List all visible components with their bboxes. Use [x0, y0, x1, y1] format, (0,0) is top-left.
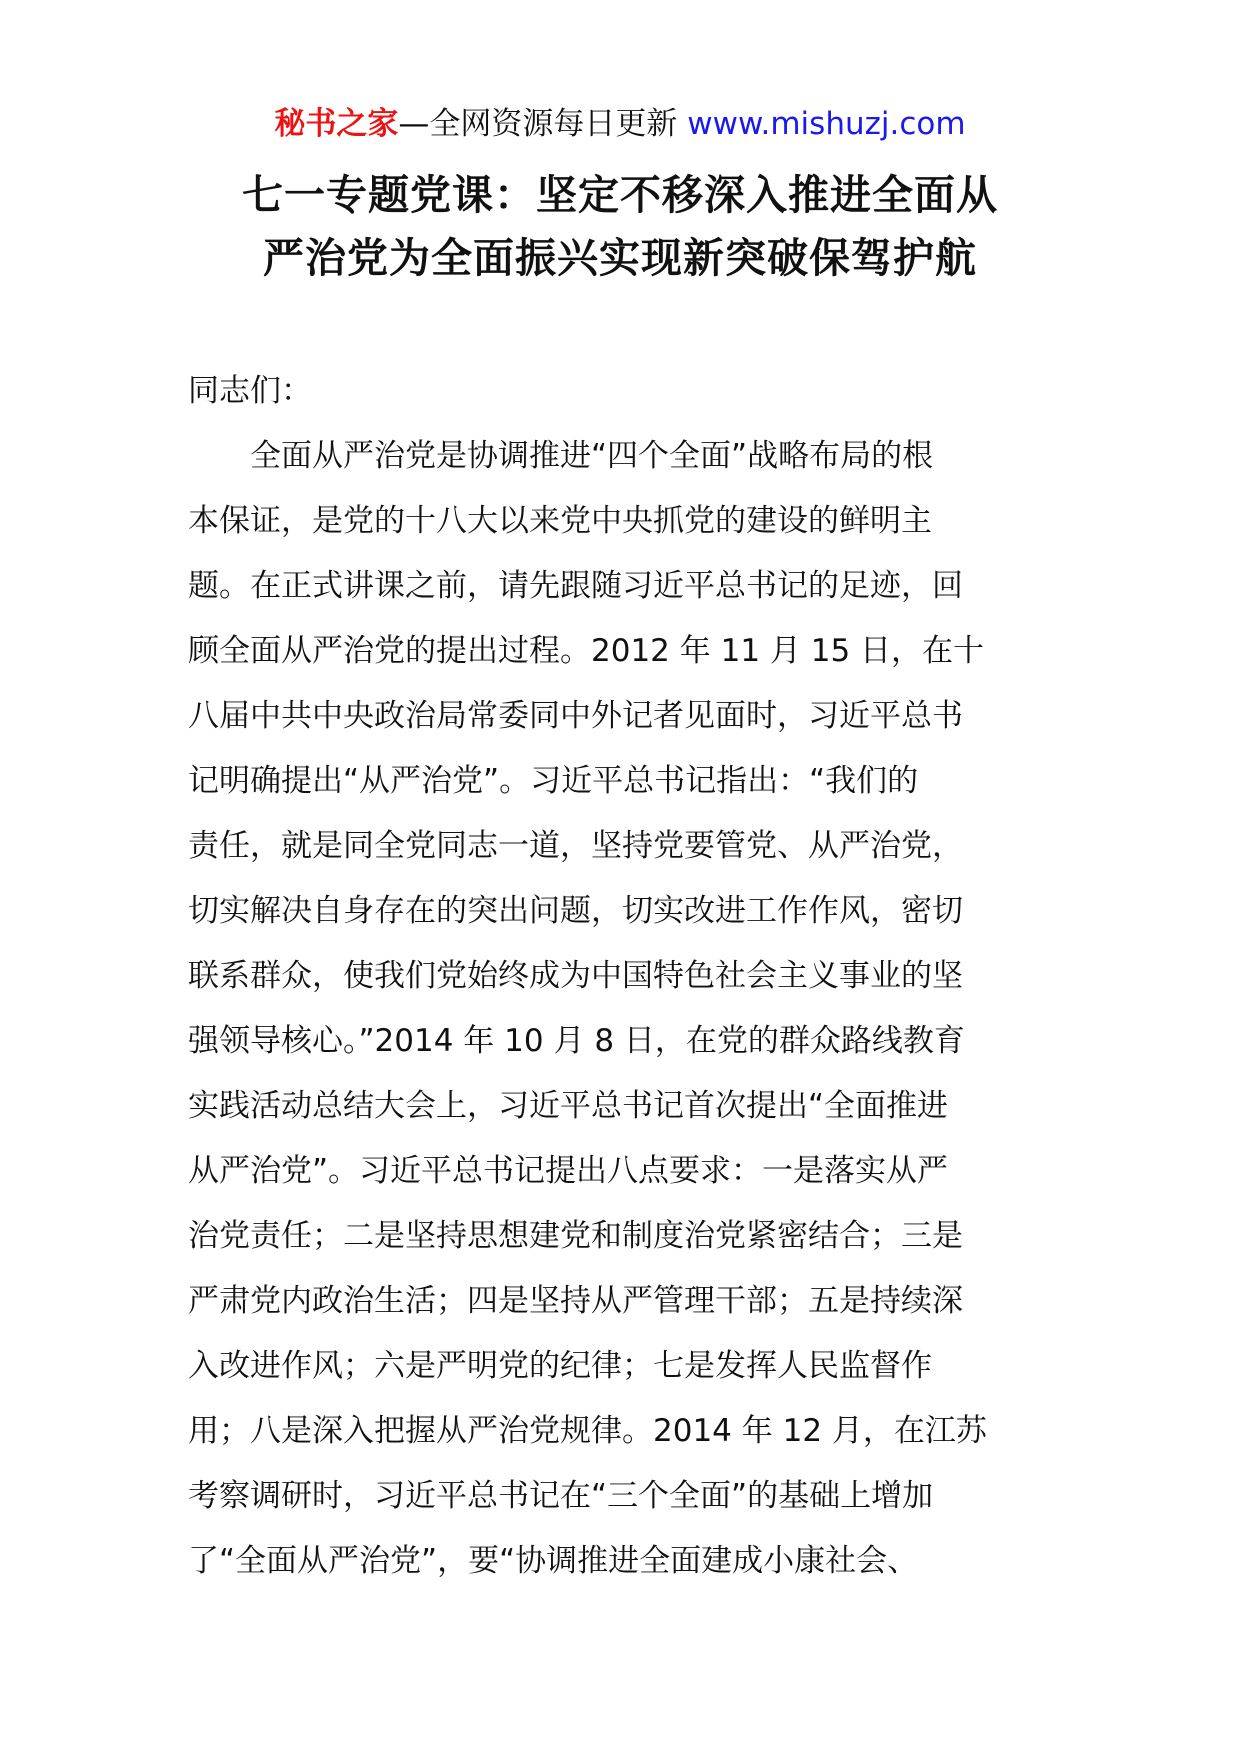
- body-line: 联系群众，使我们党始终成为中国特色社会主义事业的坚: [188, 958, 963, 994]
- body-line: 题。在正式讲课之前，请先跟随习近平总书记的足迹，回: [188, 568, 963, 604]
- body-line: 八届中共中央政治局常委同中外记者见面时，习近平总书: [188, 698, 963, 734]
- site-url-link[interactable]: www.mishuzj.com: [687, 106, 966, 142]
- body-line: 顾全面从严治党的提出过程。2012 年 11 月 15 日，在十: [188, 633, 985, 669]
- title-line: 七一专题党课：坚定不移深入推进全面从: [242, 171, 998, 219]
- header-tagline: —全网资源每日更新: [398, 106, 678, 142]
- body-line: 本保证，是党的十八大以来党中央抓党的建设的鲜明主: [188, 503, 932, 539]
- title-line: 严治党为全面振兴实现新突破保驾护航: [263, 234, 977, 282]
- body-line: 记明确提出“从严治党”。习近平总书记指出：“我们的: [188, 763, 919, 799]
- body-line: 考察调研时，习近平总书记在“三个全面”的基础上增加: [188, 1478, 934, 1514]
- body-line: 责任，就是同全党同志一道，坚持党要管党、从严治党，: [188, 828, 963, 864]
- body-line: 从严治党”。习近平总书记提出八点要求：一是落实从严: [188, 1153, 949, 1189]
- body-line: 切实解决自身存在的突出问题，切实改进工作作风，密切: [188, 893, 963, 929]
- body-line: 全面从严治党是协调推进“四个全面”战略布局的根: [188, 438, 934, 474]
- document-title: [150, 164, 1090, 290]
- body-line: 实践活动总结大会上，习近平总书记首次提出“全面推进: [188, 1088, 949, 1124]
- body-line: 了“全面从严治党”，要“协调推进全面建成小康社会、: [188, 1543, 919, 1579]
- body-line: 入改进作风；六是严明党的纪律；七是发挥人民监督作: [188, 1348, 932, 1384]
- salutation: 同志们：: [188, 373, 312, 409]
- body-line: 治党责任；二是坚持思想建党和制度治党紧密结合；三是: [188, 1218, 963, 1254]
- body-line: 严肃党内政治生活；四是坚持从严管理干部；五是持续深: [188, 1283, 963, 1319]
- body-line: 强领导核心。”2014 年 10 月 8 日，在党的群众路线教育: [188, 1023, 965, 1059]
- header-banner: [0, 100, 1240, 148]
- body-line: 用；八是深入把握从严治党规律。2014 年 12 月，在江苏: [188, 1413, 987, 1449]
- brand-name: 秘书之家: [274, 106, 399, 142]
- document-body: [188, 359, 1058, 1594]
